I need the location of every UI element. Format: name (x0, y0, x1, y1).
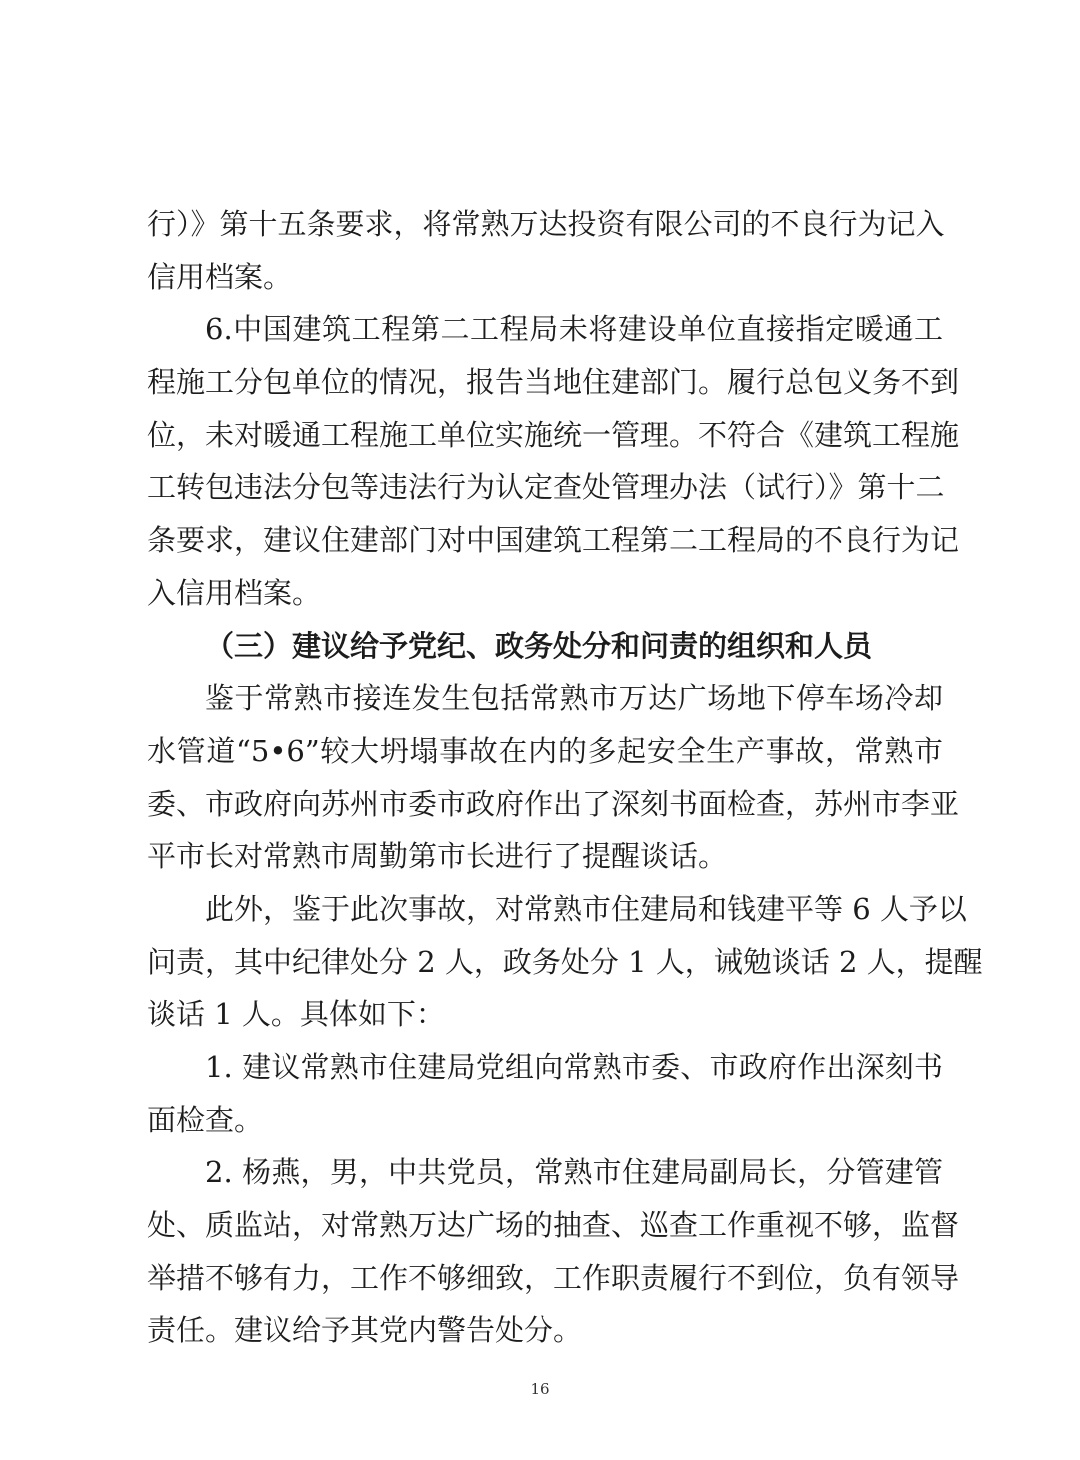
body-line: 入信用档案。 (147, 575, 322, 610)
body-line: 处、质监站，对常熟万达广场的抽查、巡查工作重视不够，监督 (147, 1208, 960, 1243)
body-line: 谈话 1 人。具体如下： (147, 997, 445, 1032)
body-line: 1. 建议常熟市住建局党组向常熟市委、市政府作出深刻书 (205, 1050, 943, 1084)
body-line: 6.中国建筑工程第二工程局未将建设单位直接指定暖通工 (205, 312, 943, 347)
body-line: 鉴于常熟市接连发生包括常熟市万达广场地下停车场冷却 (205, 681, 943, 716)
body-line: 问责，其中纪律处分 2 人，政务处分 1 人，诫勉谈话 2 人，提醒 (147, 944, 983, 979)
body-line: 条要求，建议住建部门对中国建筑工程第二工程局的不良行为记 (147, 523, 960, 558)
body-line: 位，未对暖通工程施工单位实施统一管理。不符合《建筑工程施 (147, 417, 960, 452)
page-number: 16 (530, 1380, 550, 1398)
body-line: 平市长对常熟市周勤第市长进行了提醒谈话。 (147, 839, 728, 874)
body-line: 举措不够有力，工作不够细致，工作职责履行不到位，负有领导 (147, 1260, 960, 1295)
body-line: 面检查。 (147, 1102, 264, 1137)
body-line: 2. 杨燕，男，中共党员，常熟市住建局副局长，分管建管 (205, 1155, 943, 1190)
body-line: 信用档案。 (147, 259, 293, 294)
body-line: 此外，鉴于此次事故，对常熟市住建局和钱建平等 6 人予以 (205, 891, 967, 926)
body-line: 委、市政府向苏州市委市政府作出了深刻书面检查，苏州市李亚 (147, 786, 960, 821)
body-line: 水管道“5•6”较大坍塌事故在内的多起安全生产事故，常熟市 (147, 733, 943, 768)
body-line: 行）》第十五条要求，将常熟万达投资有限公司的不良行为记入 (147, 207, 945, 241)
body-line: 工转包违法分包等违法行为认定查处管理办法（试行）》第十二 (147, 470, 945, 505)
section-heading: （三）建议给予党纪、政务处分和问责的组织和人员 (205, 628, 873, 663)
body-line: 责任。建议给予其党内警告处分。 (147, 1313, 583, 1348)
body-line: 程施工分包单位的情况，报告当地住建部门。履行总包义务不到 (147, 365, 960, 400)
document-body (147, 198, 983, 1357)
